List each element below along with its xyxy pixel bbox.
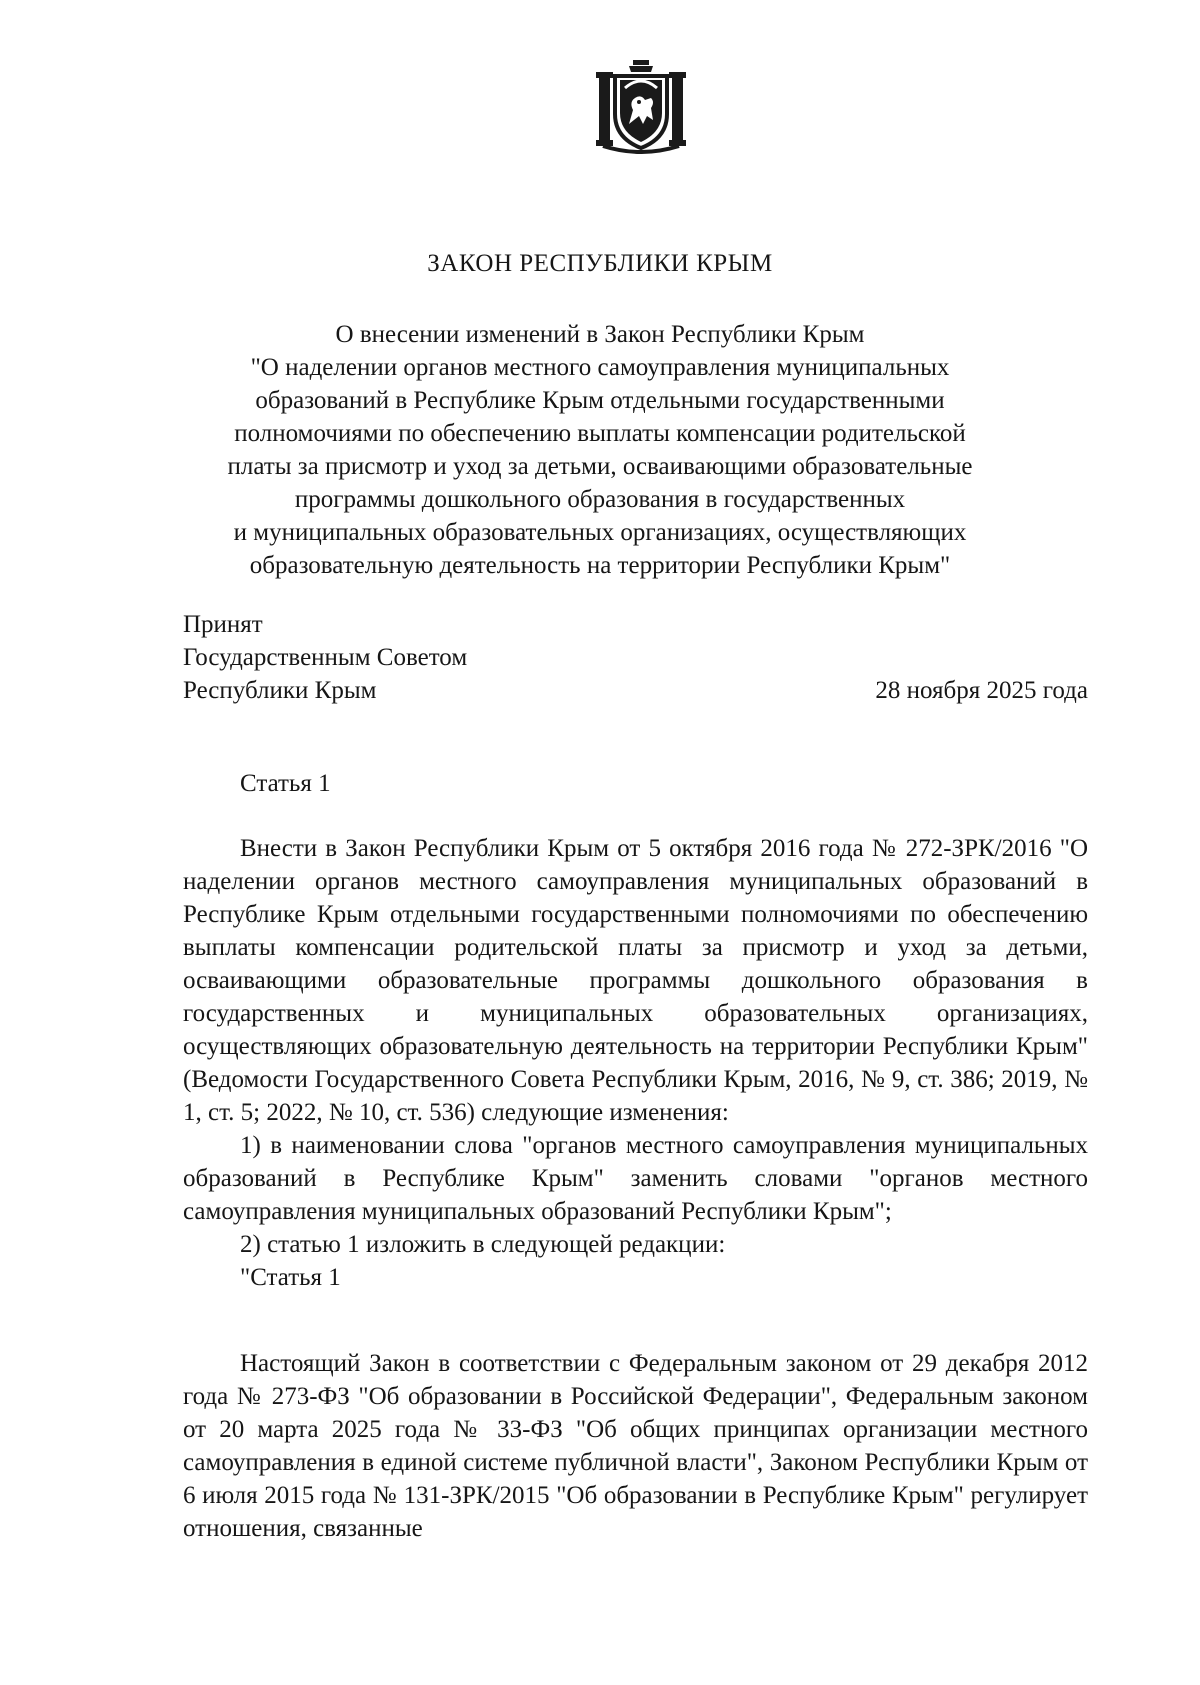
subtitle-line: О внесении изменений в Закон Республики Крым (335, 321, 865, 348)
law-subtitle (180, 318, 1020, 582)
adoption-line: Государственным Советом (183, 644, 468, 671)
article-intro: Внести в Закон Республики Крым от 5 октября 2016 года № 272-ЗРК/2016 "О наделении органов местного самоуправления муниципальных образований в Республике Крым отдельными государственными полномочиями по обеспечению выплаты компенсации родительской платы за присмотр и уход за детьми, осваивающими образовательные программы дошкольного образования в государственных и муниципальных образовательных организациях, осуществляющих образовательную деятельность на территории Республики Крым" (Ведомости Государственного Совета Республики Крым, 2016, № 9, ст. 386; 2019, № 1, ст. 5; 2022, № 10, ст. 536) следующие изменения: (183, 835, 1088, 1126)
quoted-article-text: Настоящий Закон в соответствии с Федеральным законом от 29 декабря 2012 года № 273-ФЗ "Об образовании в Российской Федерации", Федеральным законом от 20 марта 2025 года № 33-ФЗ "Об общих принципах организации местного самоуправления в единой системе публичной власти", Законом Республики Крым от 6 июля 2015 года № 131-ЗРК/2015 "Об образовании в Республике Крым" регулирует отношения, связанные (183, 1350, 1088, 1542)
adoption-date: 28 ноября 2025 года (875, 677, 1088, 704)
subtitle-line: и муниципальных образовательных организациях, осуществляющих (233, 519, 967, 546)
amendment-item-1: 1) в наименовании слова "органов местного самоуправления муниципальных образований в Республике Крым" заменить словами "органов местного самоуправления муниципальных образований Республики Крым"; (183, 1132, 1088, 1225)
adoption-line: Принят (183, 611, 263, 638)
document-title: ЗАКОН РЕСПУБЛИКИ КРЫМ (427, 250, 773, 277)
adoption-block (183, 608, 467, 707)
coat-of-arms-icon (593, 58, 689, 154)
subtitle-line: образований в Республике Крым отдельными государственными (255, 387, 945, 414)
subtitle-line: платы за присмотр и уход за детьми, осваивающими образовательные (227, 453, 973, 480)
subtitle-line: образовательную деятельность на территории Республики Крым" (249, 552, 951, 579)
subtitle-line: программы дошкольного образования в государственных (294, 486, 906, 513)
quoted-article-body (183, 1347, 1088, 1545)
adoption-line: Республики Крым (183, 677, 377, 704)
quoted-article-heading: "Статья 1 (240, 1264, 341, 1291)
amendment-item-2: 2) статью 1 изложить в следующей редакции: (240, 1231, 726, 1258)
subtitle-line: "О наделении органов местного самоуправления муниципальных (250, 354, 950, 381)
article-heading: Статья 1 (240, 770, 331, 797)
subtitle-line: полномочиями по обеспечению выплаты компенсации родительской (234, 420, 966, 447)
article-body (183, 832, 1088, 1294)
